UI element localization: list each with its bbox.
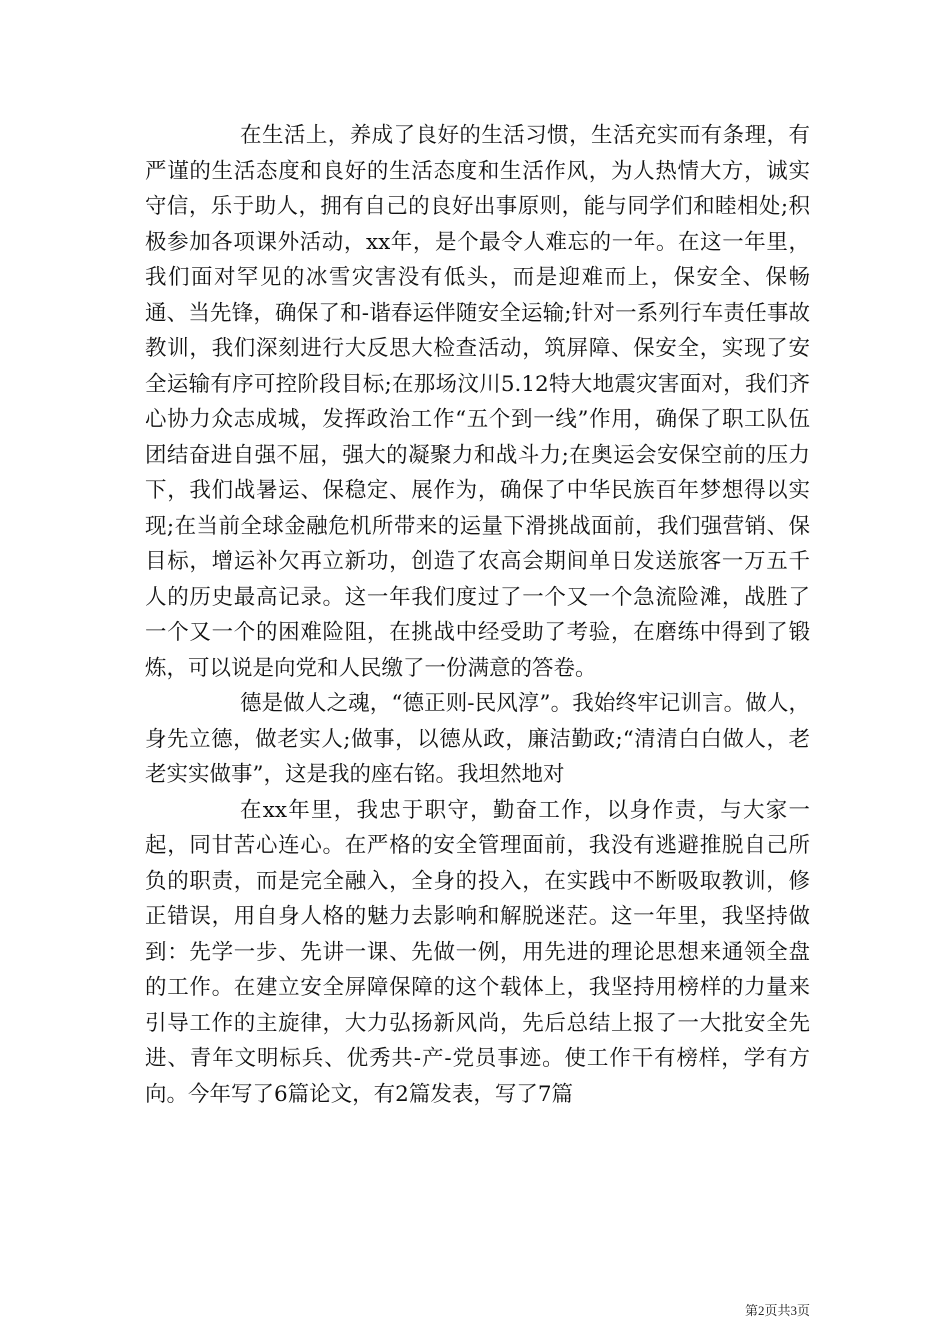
paragraph-life-and-year-review: 在生活上，养成了良好的生活习惯，生活充实而有条理，有严谨的生活态度和良好的生活态度和生活作风，为人热情大方，诚实守信，乐于助人，拥有自己的良好出事原则，能与同学们和睦相处;积极参加各项课外活动，xx年，是个最令人难忘的一年。在这一年里，我们面对罕见的冰雪灾害没有低头，而是迎难而上，保安全、保畅通、当先锋，确保了和-谐春运伴随安全运输;针对一系列行车责任事故教训，我们深刻进行大反思大检查活动，筑屏障、保安全，实现了安全运输有序可控阶段目标;在那场汶川5.12特大地震灾害面对，我们齐心协力众志成城，发挥政治工作“五个到一线”作用，确保了职工队伍团结奋进自强不屈，强大的凝聚力和战斗力;在奥运会安保空前的压力下，我们战暑运、保稳定、展作为，确保了中华民族百年梦想得以实现;在当前全球金融危机所带来的运量下滑挑战面前，我们强营销、保目标，增运补欠再立新功，创造了农高会期间单日发送旅客一万五千人的历史最高记录。这一年我们度过了一个又一个急流险滩，战胜了一个又一个的困难险阻，在挑战中经受助了考验，在磨练中得到了锻炼，可以说是向党和人民缴了一份满意的答卷。 bbox=[145, 123, 810, 681]
page-number-footer: 第2页共3页 bbox=[745, 1303, 811, 1318]
body-text bbox=[145, 118, 810, 1112]
paragraph-work-duty: 在xx年里，我忠于职守，勤奋工作，以身作责，与大家一起，同甘苦心连心。在严格的安全管理面前，我没有逃避推脱自己所负的职责，而是完全融入，全身的投入，在实践中不断吸取教训，修正错误，用自身人格的魅力去影响和解脱迷茫。这一年里，我坚持做到：先学一步、先讲一课、先做一例，用先进的理论思想来通领全盘的工作。在建立安全屏障保障的这个载体上，我坚持用榜样的力量来引导工作的主旋律，大力弘扬新风尚，先后总结上报了一大批安全先进、青年文明标兵、优秀共-产-党员事迹。使工作干有榜样，学有方向。今年写了6篇论文，有2篇发表，写了7篇 bbox=[145, 797, 810, 1107]
paragraph-virtue: 德是做人之魂，“德正则-民风淳”。我始终牢记训言。做人，身先立德，做老实人;做事，以德从政，廉洁勤政;“清清白白做人，老老实实做事”，这是我的座右铭。我坦然地对 bbox=[145, 691, 810, 787]
